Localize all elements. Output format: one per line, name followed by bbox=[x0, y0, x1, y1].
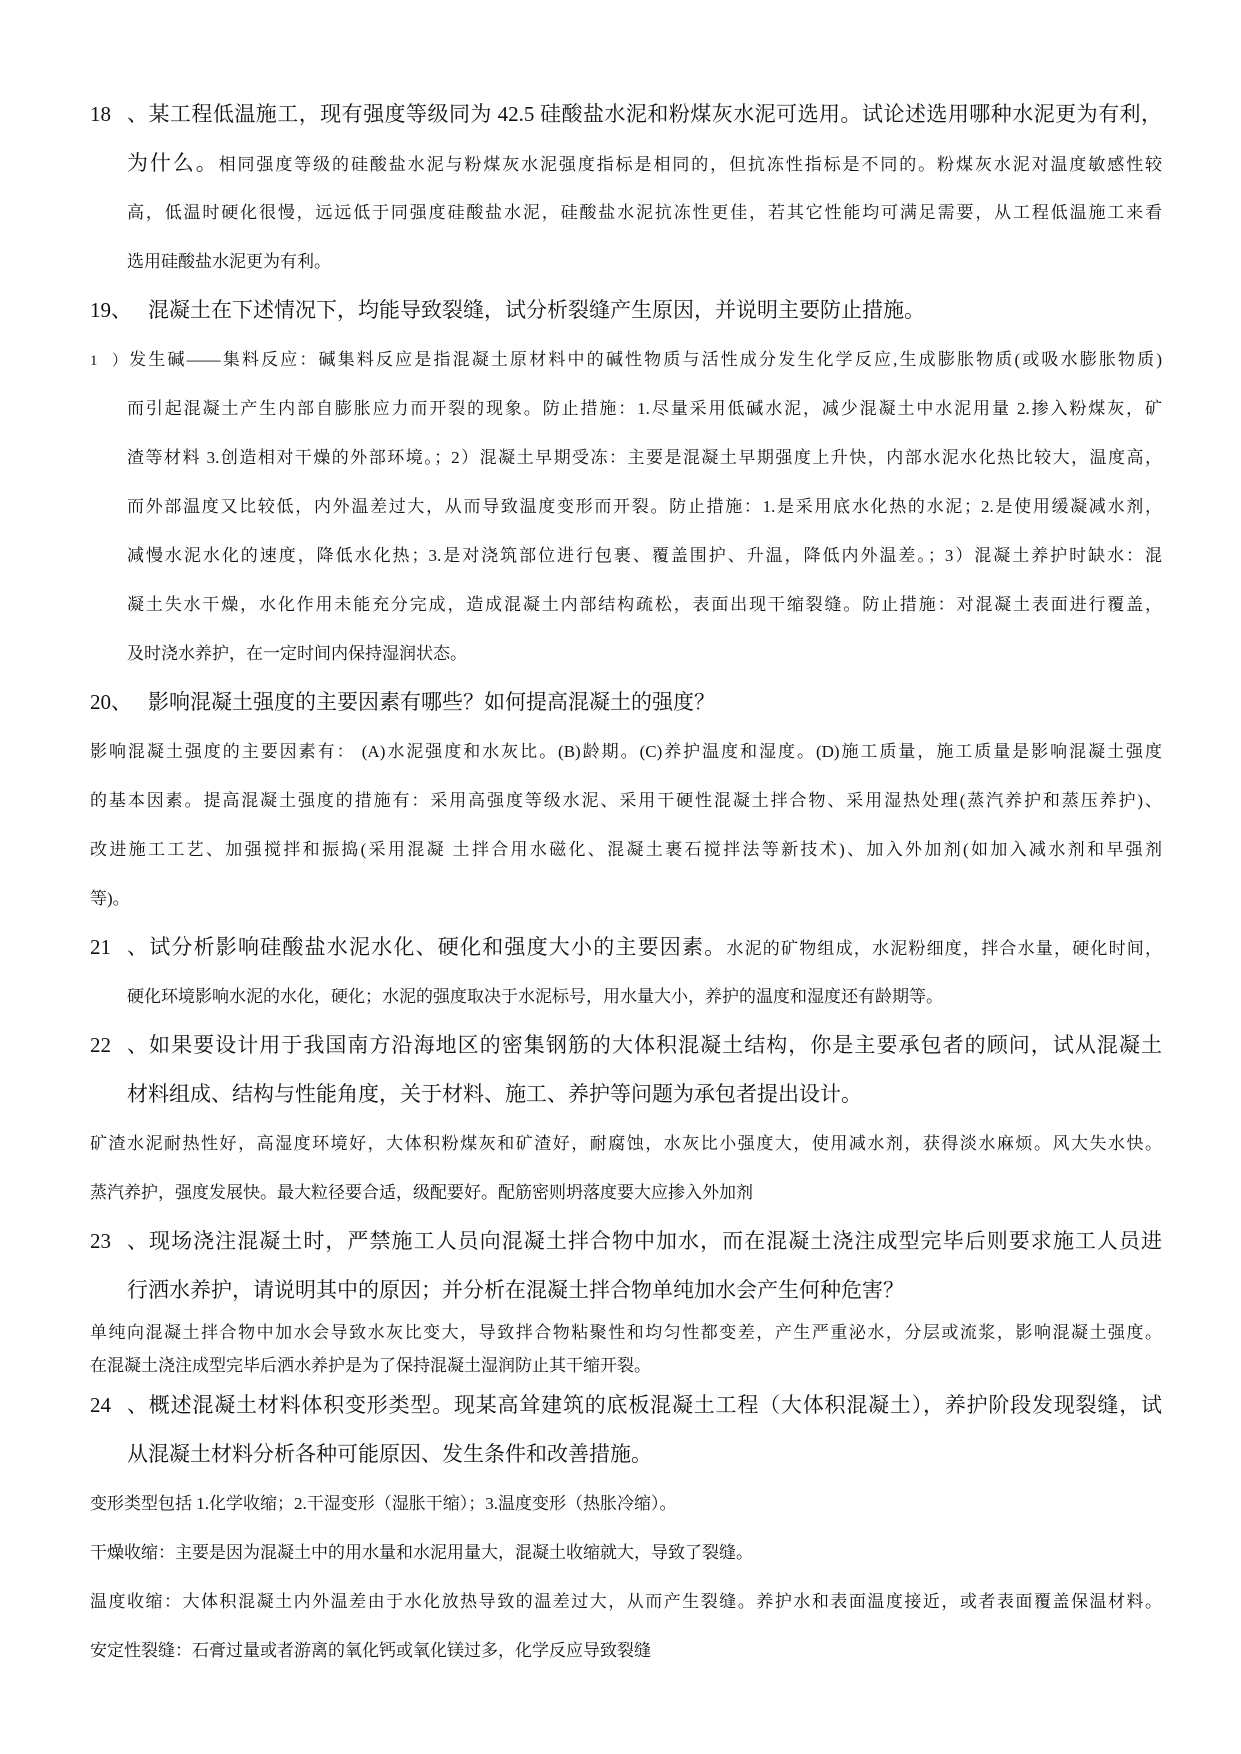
answer-text: 影响混凝土强度的主要因素有： (A)水泥强度和水灰比。(B)龄期。(C)养护温度和湿度。(D)施工质量，施工质量是影响混凝土强度 bbox=[90, 742, 1162, 761]
question-number: 18、 bbox=[90, 102, 148, 126]
question-number: 20、 bbox=[90, 690, 132, 714]
question-18-line-2 bbox=[90, 139, 1162, 188]
answer-text: 的基本因素。提高混凝土强度的措施有：采用高强度等级水泥、采用干硬性混凝土拌合物、采用湿热处理(蒸汽养护和蒸压养护)、 bbox=[90, 791, 1162, 810]
answer-text: 温度收缩：大体积混凝土内外温差由于水化放热导致的温差过大，从而产生裂缝。养护水和表面温度接近，或者表面覆盖保温材料。 bbox=[90, 1592, 1162, 1611]
question-18-line-1 bbox=[90, 90, 1162, 139]
answer-22-line bbox=[90, 1168, 1162, 1217]
answer-24-line bbox=[90, 1479, 1162, 1528]
question-text: 混凝土在下述情况下，均能导致裂缝，试分析裂缝产生原因，并说明主要防止措施。 bbox=[148, 298, 925, 322]
answer-text: 变形类型包括 1.化学收缩；2.干湿变形（湿胀干缩）；3.温度变形（热胀冷缩）。 bbox=[90, 1494, 677, 1513]
question-22-line-1 bbox=[90, 1021, 1162, 1070]
question-text: 概述混凝土材料体积变形类型。现某高耸建筑的底板混凝土工程（大体积混凝土），养护阶段发现裂缝，试 bbox=[148, 1393, 1162, 1417]
answer-20-line bbox=[90, 727, 1162, 776]
answer-text: 单纯向混凝土拌合物中加水会导致水灰比变大，导致拌合物粘聚性和均匀性都变差，产生严重泌水，分层或流浆，影响混凝土强度。 bbox=[90, 1323, 1162, 1342]
answer-19-line bbox=[90, 482, 1162, 531]
answer-24-line bbox=[90, 1626, 1162, 1675]
answer-text: 改进施工工艺、加强搅拌和振捣(采用混凝 土拌合用水磁化、混凝土裹石搅拌法等新技术)、加入外加剂(如加入减水剂和早强剂 bbox=[90, 840, 1162, 859]
answer-21-line bbox=[90, 972, 1162, 1021]
answer-text: 减慢水泥水化的速度，降低水化热；3.是对浇筑部位进行包裹、覆盖围护、升温，降低内外温差。；3）混凝土养护时缺水：混 bbox=[127, 546, 1162, 565]
answer-text: 而引起混凝土产生内部自膨胀应力而开裂的现象。防止措施：1.尽量采用低碱水泥，减少混凝土中水泥用量 2.掺入粉煤灰，矿 bbox=[127, 399, 1162, 418]
answer-text: 及时浇水养护，在一定时间内保持湿润状态。 bbox=[127, 644, 467, 663]
answer-20-line bbox=[90, 874, 1162, 923]
answer-text: 矿渣水泥耐热性好，高湿度环境好，大体积粉煤灰和矿渣好，耐腐蚀，水灰比小强度大，使用减水剂，获得淡水麻烦。风大失水快。 bbox=[90, 1134, 1162, 1153]
answer-23-line bbox=[90, 1315, 1162, 1351]
answer-text: 选用硅酸盐水泥更为有利。 bbox=[127, 252, 331, 271]
answer-20-line bbox=[90, 825, 1162, 874]
answer-marker: 1） bbox=[90, 353, 127, 369]
answer-24-line bbox=[90, 1577, 1162, 1626]
answer-text: 等)。 bbox=[90, 889, 130, 908]
question-24-line-1 bbox=[90, 1381, 1162, 1430]
answer-text: 干燥收缩：主要是因为混凝土中的用水量和水泥用量大，混凝土收缩就大，导致了裂缝。 bbox=[90, 1543, 753, 1562]
answer-text: 而外部温度又比较低，内外温差过大，从而导致温度变形而开裂。防止措施：1.是采用底水化热的水泥；2.是使用缓凝减水剂， bbox=[127, 497, 1162, 516]
answer-text: 发生碱——集料反应：碱集料反应是指混凝土原材料中的碱性物质与活性成分发生化学反应,生成膨胀物质(或吸水膨胀物质) bbox=[127, 350, 1162, 369]
answer-18-line bbox=[90, 188, 1162, 237]
question-19-line-1 bbox=[90, 286, 1162, 335]
answer-text: 渣等材料 3.创造相对干燥的外部环境。；2）混凝土早期受冻：主要是混凝土早期强度上升快，内部水泥水化热比较大，温度高， bbox=[127, 448, 1162, 467]
question-text: 材料组成、结构与性能角度，关于材料、施工、养护等问题为承包者提出设计。 bbox=[127, 1082, 862, 1106]
answer-19-line bbox=[90, 384, 1162, 433]
answer-text: 高，低温时硬化很慢，远远低于同强度硅酸盐水泥，硅酸盐水泥抗冻性更佳，若其它性能均可满足需要，从工程低温施工来看 bbox=[127, 203, 1162, 222]
question-text: 为什么。 bbox=[127, 151, 219, 175]
answer-text: 相同强度等级的硅酸盐水泥与粉煤灰水泥强度指标是相同的，但抗冻性指标是不同的。粉煤灰水泥对温度敏感性较 bbox=[218, 155, 1163, 174]
question-number: 24、 bbox=[90, 1393, 148, 1417]
question-21-line-1 bbox=[90, 923, 1162, 972]
answer-text: 在混凝土浇注成型完毕后洒水养护是为了保持混凝土湿润防止其干缩开裂。 bbox=[90, 1356, 651, 1375]
answer-text: 水泥的矿物组成，水泥粉细度，拌合水量，硬化时间， bbox=[726, 939, 1163, 958]
question-text: 从混凝土材料分析各种可能原因、发生条件和改善措施。 bbox=[127, 1442, 652, 1466]
question-24-line-2 bbox=[90, 1430, 1162, 1479]
answer-text: 蒸汽养护，强度发展快。最大粒径要合适，级配要好。配筋密则坍落度要大应掺入外加剂 bbox=[90, 1183, 753, 1202]
answer-20-line bbox=[90, 776, 1162, 825]
question-number: 19、 bbox=[90, 298, 132, 322]
question-number: 21、 bbox=[90, 935, 148, 959]
question-text: 如果要设计用于我国南方沿海地区的密集钢筋的大体积混凝土结构，你是主要承包者的顾问，试从混凝土 bbox=[148, 1033, 1162, 1057]
answer-22-line bbox=[90, 1119, 1162, 1168]
answer-text: 硬化环境影响水泥的水化，硬化；水泥的强度取决于水泥标号，用水量大小，养护的温度和湿度还有龄期等。 bbox=[127, 987, 943, 1006]
answer-19-line bbox=[90, 335, 1162, 384]
question-23-line-1 bbox=[90, 1217, 1162, 1266]
question-22-line-2 bbox=[90, 1070, 1162, 1119]
answer-18-line bbox=[90, 237, 1162, 286]
answer-19-line bbox=[90, 433, 1162, 482]
question-text: 现场浇注混凝土时，严禁施工人员向混凝土拌合物中加水，而在混凝土浇注成型完毕后则要求施工人员进 bbox=[148, 1229, 1162, 1253]
question-23-line-2 bbox=[90, 1266, 1162, 1315]
answer-23-line bbox=[90, 1351, 1162, 1381]
answer-text: 凝土失水干燥，水化作用未能充分完成，造成混凝土内部结构疏松，表面出现干缩裂缝。防止措施：对混凝土表面进行覆盖， bbox=[127, 595, 1162, 614]
answer-19-line bbox=[90, 531, 1162, 580]
question-number: 23、 bbox=[90, 1229, 148, 1253]
answer-19-line bbox=[90, 629, 1162, 678]
answer-19-line bbox=[90, 580, 1162, 629]
question-text: 影响混凝土强度的主要因素有哪些？如何提高混凝土的强度？ bbox=[148, 690, 715, 714]
question-text: 试分析影响硅酸盐水泥水化、硬化和强度大小的主要因素。 bbox=[148, 935, 727, 959]
answer-text: 安定性裂缝：石膏过量或者游离的氧化钙或氧化镁过多，化学反应导致裂缝 bbox=[90, 1641, 651, 1660]
question-number: 22、 bbox=[90, 1033, 148, 1057]
document-body bbox=[90, 90, 1162, 1675]
question-20-line-1 bbox=[90, 678, 1162, 727]
question-text: 某工程低温施工，现有强度等级同为 42.5 硅酸盐水泥和粉煤灰水泥可选用。试论述选用哪种水泥更为有利， bbox=[148, 102, 1162, 126]
answer-24-line bbox=[90, 1528, 1162, 1577]
question-text: 行洒水养护，请说明其中的原因；并分析在混凝土拌合物单纯加水会产生何种危害？ bbox=[127, 1278, 904, 1302]
